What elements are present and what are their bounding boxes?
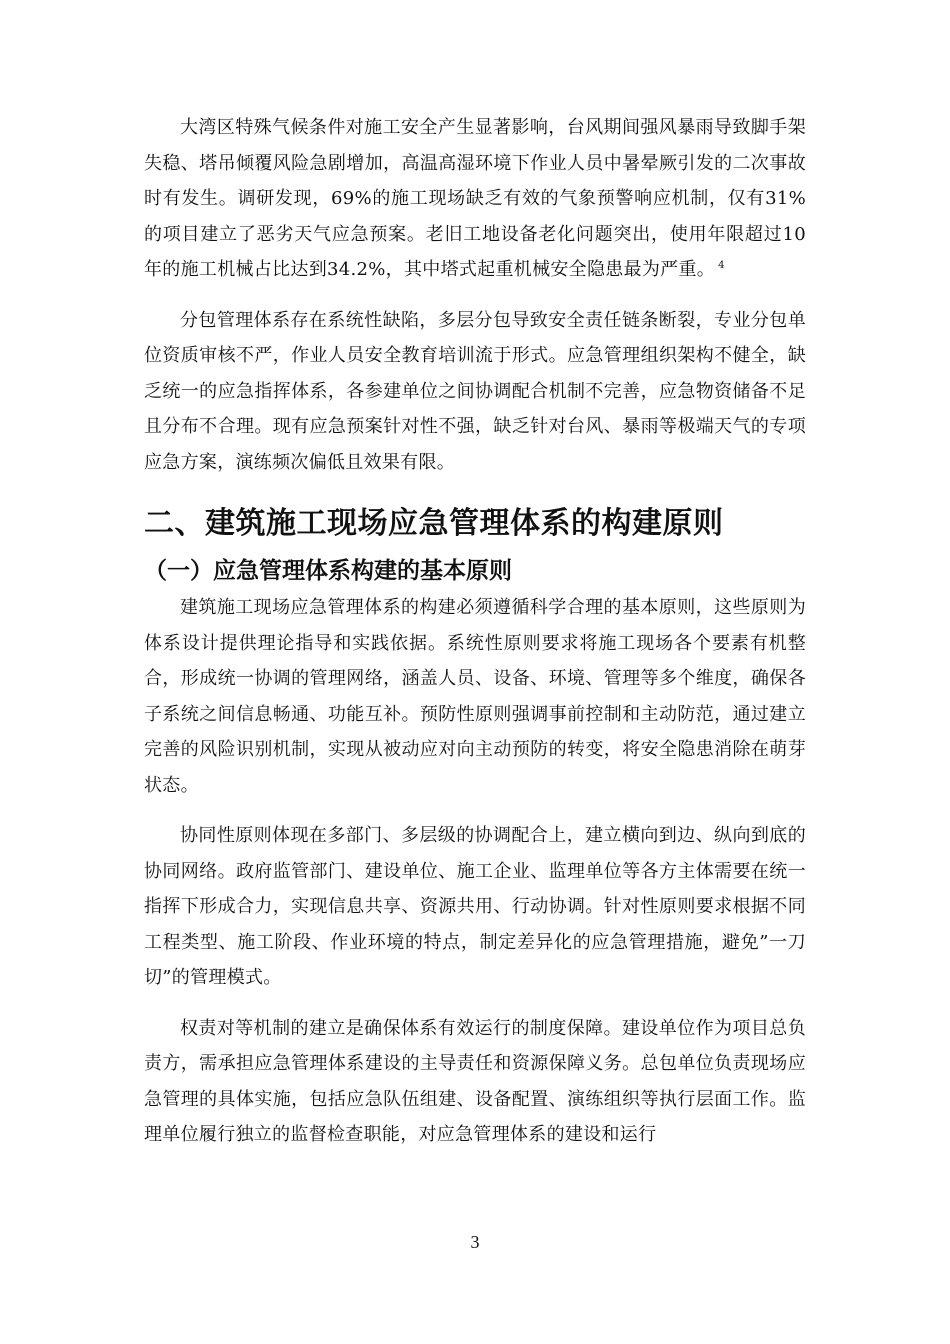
body-paragraph-5: 权责对等机制的建立是确保体系有效运行的制度保障。建设单位作为项目总负责方，需承担应急管理体系建设的主导责任和资源保障义务。总包单位负责现场应急管理的具体实施，包括应急队伍组建、设备配置、演练组织等执行层面工作。监理单位履行独立的监督检查职能，对应急管理体系的建设和运行 [144,1017,806,1145]
document-page [144,110,806,1153]
section-heading: 二、建筑施工现场应急管理体系的构建原则 [144,506,724,541]
body-paragraph-3: 建筑施工现场应急管理体系的构建必须遵循科学合理的基本原则，这些原则为体系设计提供理论指导和实践依据。系统性原则要求将施工现场各个要素有机整合，形成统一协调的管理网络，涵盖人员、设备、环境、管理等多个维度，确保各子系统之间信息畅通、功能互补。预防性原则强调事前控制和主动防范，通过建立完善的风险识别机制，实现从被动应对向主动预防的转变，将安全隐患消除在萌芽状态。 [144,597,806,796]
body-paragraph-1: 大湾区特殊气候条件对施工安全产生显著影响，台风期间强风暴雨导致脚手架失稳、塔吊倾覆风险急剧增加，高温高湿环境下作业人员中暑晕厥引发的二次事故时有发生。调研发现，69%的施工现场缺乏有效的气象预警响应机制，仅有31%的项目建立了恶劣天气应急预案。老旧工地设备老化问题突出，使用年限超过10年的施工机械占比达到34.2%，其中塔式起重机械安全隐患最为严重。 $^4$ [144,117,806,280]
subsection-heading: （一）应急管理体系构建的基本原则 [144,558,512,584]
body-paragraph-2: 分包管理体系存在系统性缺陷，多层分包导致安全责任链条断裂，专业分包单位资质审核不严，作业人员安全教育培训流于形式。应急管理组织架构不健全，缺乏统一的应急指挥体系，各参建单位之间协调配合机制不完善，应急物资储备不足且分布不合理。现有应急预案针对性不强，缺乏针对台风、暴雨等极端天气的专项应急方案，演练频次偏低且效果有限。 [144,309,806,473]
page-number: 3 [470,1232,480,1252]
body-paragraph-4: 协同性原则体现在多部门、多层级的协调配合上，建立横向到边、纵向到底的协同网络。政府监管部门、建设单位、施工企业、监理单位等各方主体需要在统一指挥下形成合力，实现信息共享、资源共用、行动协调。针对性原则要求根据不同工程类型、施工阶段、作业环境的特点，制定差异化的应急管理措施，避免”一刀切”的管理模式。 [144,825,806,988]
footnote-reference[interactable]: 4 [718,260,725,271]
